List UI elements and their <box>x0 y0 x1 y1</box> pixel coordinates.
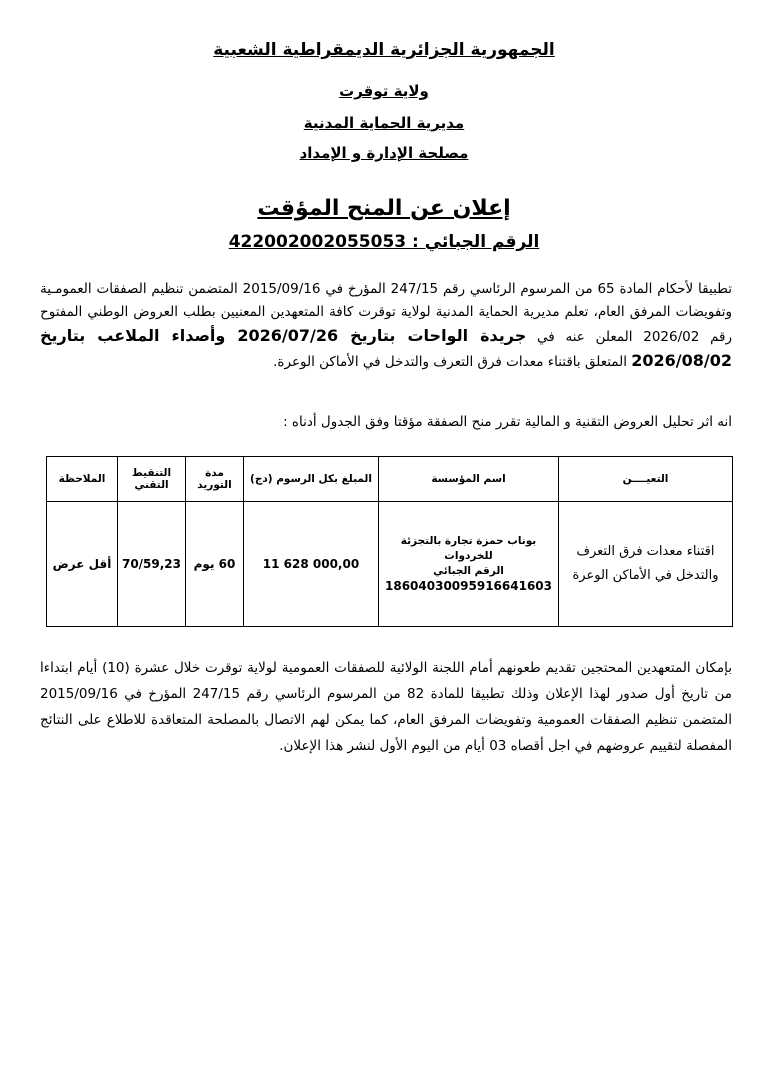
institution-nif-label: الرقم الجبائي <box>433 565 504 577</box>
cell-amount <box>244 502 379 627</box>
header-institution: اسم المؤسسة <box>379 457 559 502</box>
appeal-paragraph: بإمكان المتعهدين المحتجين تقديم طعونهم أمام اللجنة الولائية للصفقات العمومية لولاية توقرت خلال عشرة (10) أيام ابتداءا من تاريخ أول صدور لهذا الإعلان وذلك تطبيقا للمادة 82 من المرسوم الرئاسي رقم 247/15 المؤرخ في 2015/09/16 المتضمن تنظيم الصفقات العمومية وتفويضات المرفق العام، كما يمكن لهم الاتصال بالمصلحة المتعاقدة للاطلاع على النتائج المفصلة لتقييم عروضهم في اجل أقصاه 03 أيام من اليوم الأول لنشر هذا الإعلان. <box>40 660 732 754</box>
wilaya-header: ولاية توقرت <box>339 82 429 100</box>
analysis-sentence: انه اثر تحليل العروض التقنية و المالية تقرر منح الصفقة مؤقتا وفق الجدول أدناه : <box>283 414 732 430</box>
directorate-header: مديرية الحماية المدنية <box>303 114 465 132</box>
tax-id-line: الرقم الجبائي : 422002002055053 <box>228 232 540 252</box>
intro-text-1: تطبيقا لأحكام المادة 65 من المرسوم الرئاسي رقم 247/15 المؤرخ في 2015/09/16 المتضمن تنظيم الصفقات العمومـية وتفويضات المرفق العام، تعلم مديرية الحماية المدنية لولاية توقرت كافة المتعهدين المعنيين بطلب العروض الوطني المفتوح رقم 2026/02 المعلن عنه في <box>40 281 733 345</box>
institution-name: بوناب حمزة تجارة بالتجزئة للخردوات <box>400 535 537 562</box>
header-notes: الملاحظة <box>47 457 118 502</box>
score-value: 70/59,23 <box>121 557 182 571</box>
cell-institution <box>379 502 559 627</box>
cell-duration: 60 يوم <box>186 502 244 627</box>
republic-header: الجمهورية الجزائرية الديمقراطية الشعبية <box>213 40 555 60</box>
header-amount: المبلغ بكل الرسوم (دج) <box>244 457 379 502</box>
table-row <box>47 502 733 627</box>
award-table <box>46 456 733 627</box>
cell-designation: اقتناء معدات فرق التعرف والتدخل في الأماكن الوعرة <box>559 502 733 627</box>
intro-text-3: المتعلق باقتناء معدات فرق التعرف والتدخل في الأماكن الوعرة. <box>273 354 627 370</box>
intro-newspapers: جريدة الواحات بتاريخ 2026/07/26 وأصداء الملاعب بتاريخ 2026/08/02 <box>40 326 732 370</box>
header-designation: التعيــــن <box>559 457 733 502</box>
cell-notes: أقل عرض <box>47 502 118 627</box>
institution-nif: 18604030095916641603 <box>385 579 552 593</box>
announcement-title: إعلان عن المنح المؤقت <box>257 196 511 221</box>
intro-paragraph <box>40 278 732 374</box>
cell-score <box>118 502 186 627</box>
amount-value: 11 628 000,00 <box>262 557 360 571</box>
table-header-row <box>47 457 733 502</box>
header-duration: مدة التوريد <box>186 457 244 502</box>
header-score: التنقيط التقني <box>118 457 186 502</box>
service-header: مصلحة الإدارة و الإمداد <box>299 144 469 162</box>
